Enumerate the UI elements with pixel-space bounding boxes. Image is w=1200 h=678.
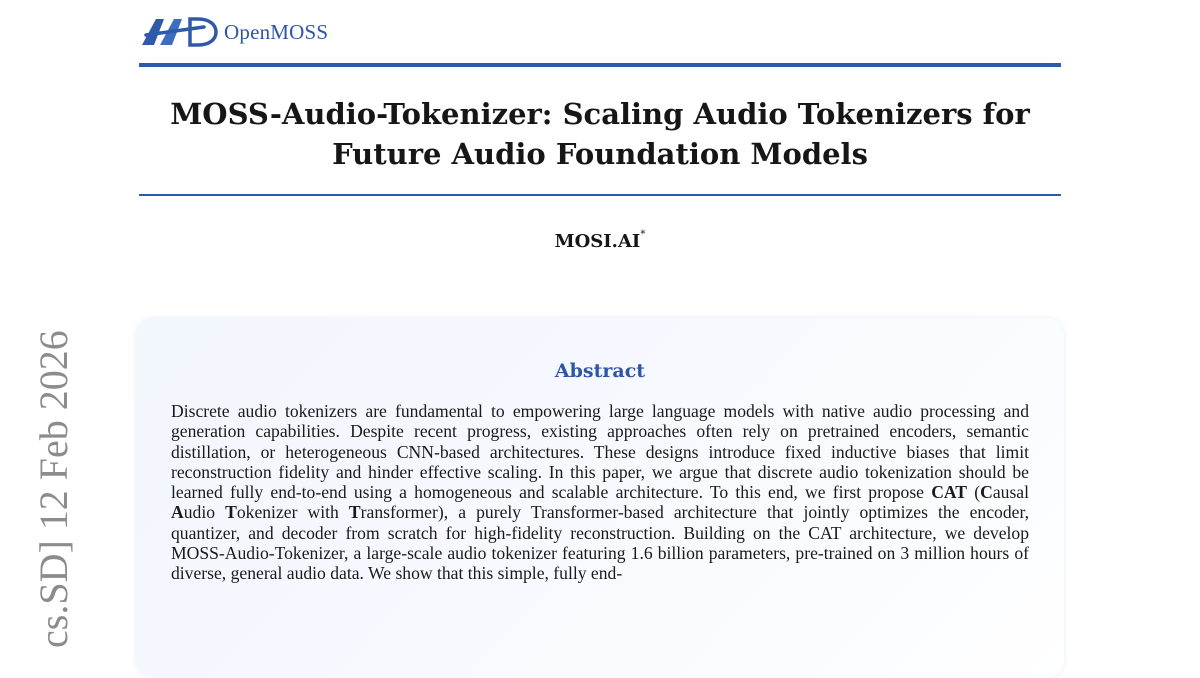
abstract-fragment: udio	[183, 502, 226, 523]
abstract-fragment: okenizer with	[236, 502, 349, 523]
author-name: MOSI.AI	[554, 231, 641, 252]
paper-title	[139, 94, 1061, 174]
openmoss-logo[interactable]	[140, 12, 328, 52]
top-rule	[139, 63, 1061, 67]
abstract-part-2: ransformer), a purely Transformer-based architecture that jointly optimizes the encoder, quantizer, and decoder from scratch for high-fidelity reconstruction. Building on the CAT architecture, we develop MOSS-Audio-Tokenizer, a large-scale audio tokenizer featuring 1.6 billion parameters, pre-trained on 3 million hours of diverse, general audio data. We show that this simple, fully end-	[171, 502, 1029, 584]
title-line-1: MOSS-Audio-Tokenizer: Scaling Audio Tokenizers for	[170, 97, 1030, 131]
abstract-fragment: (	[967, 482, 981, 503]
abstract-box	[136, 318, 1064, 678]
title-line-2: Future Audio Foundation Models	[332, 137, 868, 171]
acronym-letter: T	[225, 502, 237, 523]
abstract-part-1: Discrete audio tokenizers are fundamental to empowering large language models with native audio processing and generation capabilities. Despite recent progress, existing approaches often rely on pretrained encoders, semantic distillation, or heterogeneous CNN-based architectures. These designs introduce fixed inductive biases that limit reconstruction fidelity and hinder effective scaling. In this paper, we argue that discrete audio tokenization should be learned fully end-to-end using a homogeneous and scalable architecture. To this end, we first propose	[171, 401, 1029, 503]
arxiv-stamp: cs.SD] 12 Feb 2026	[31, 330, 76, 648]
author-line	[139, 231, 1061, 252]
acronym-letter: T	[348, 502, 361, 523]
openmoss-logo-icon	[140, 15, 218, 49]
abstract-fragment: ausal	[992, 482, 1029, 503]
acronym-letter: A	[171, 502, 184, 523]
abstract-text	[171, 401, 1029, 584]
title-rule	[139, 194, 1061, 196]
acronym-letter: C	[980, 482, 993, 503]
author-mark: *	[640, 229, 646, 240]
logo-text: OpenMOSS	[224, 19, 329, 44]
cat-term: CAT	[931, 482, 968, 503]
abstract-heading: Abstract	[554, 360, 646, 382]
